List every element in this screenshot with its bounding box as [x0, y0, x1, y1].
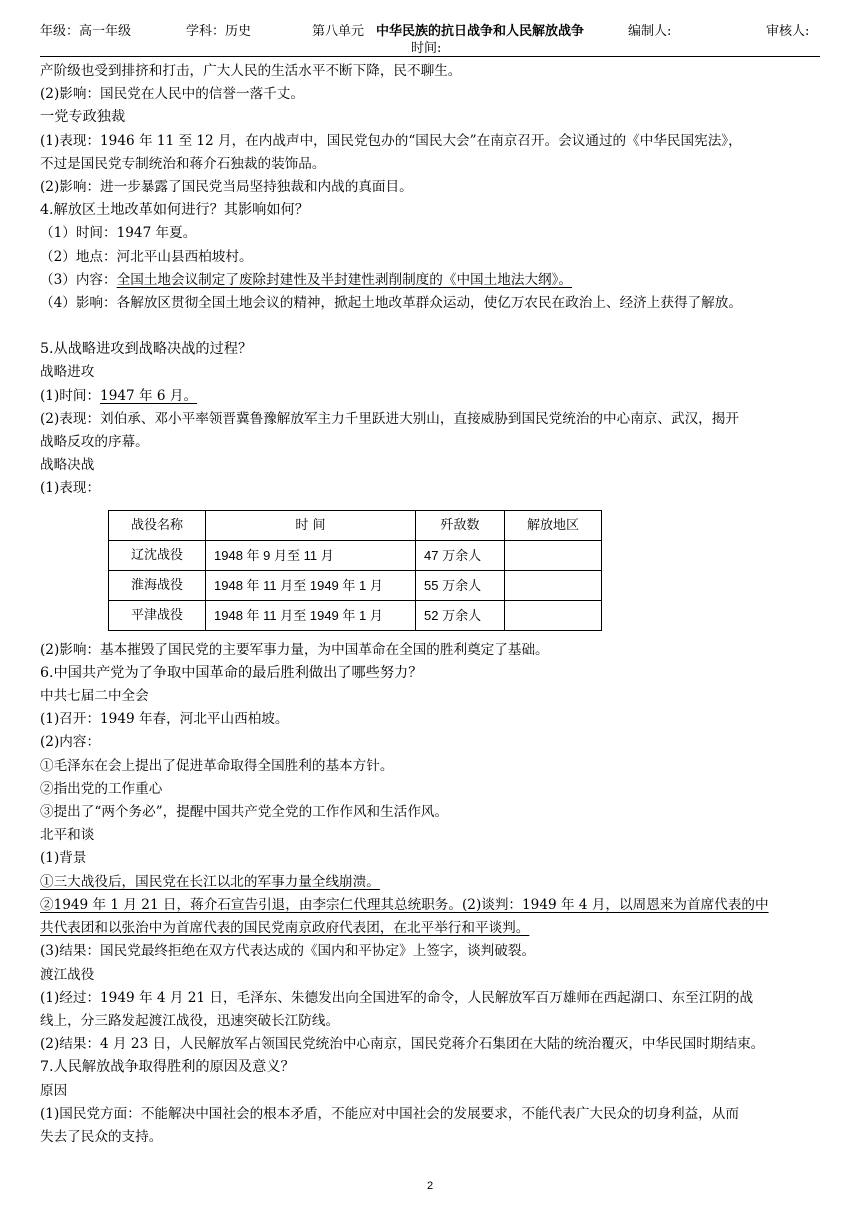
enemy-count-cell: 47 万余人 [416, 540, 505, 570]
text-line: (1)国民党方面：不能解决中国社会的根本矛盾，不能应对中国社会的发展要求，不能代表广大民众的切身利益，从而 [40, 1105, 739, 1122]
liberated-area-cell [505, 600, 602, 630]
table-header-cell: 战役名称 [109, 510, 206, 540]
battle-table [108, 510, 602, 631]
table-header-cell: 时 间 [206, 510, 416, 540]
text-line: (1)召开：1949 年春，河北平山西柏坡。 [40, 711, 289, 728]
table-header-cell: 歼敌数 [416, 510, 505, 540]
text-line: （2）地点：河北平山县西柏坡村。 [40, 248, 253, 265]
text-line: (2)影响：国民党在人民中的信誉一落千丈。 [40, 86, 304, 103]
document-body [40, 60, 820, 1149]
battle-name-cell: 淮海战役 [109, 570, 206, 600]
enemy-count-cell: 52 万余人 [416, 600, 505, 630]
text-line: 线上，分三路发起渡江战役，迅速突破长江防线。 [40, 1012, 340, 1029]
text-line: ②指出党的工作重心 [40, 780, 163, 797]
battle-name-cell: 平津战役 [109, 600, 206, 630]
text-line: （4）影响：各解放区贯彻全国土地会议的精神，掀起土地改革群众运动，使亿万农民在政治上、经济上获得了解放。 [40, 295, 742, 312]
subheading: 战略决战 [40, 457, 95, 474]
text-line: (2)影响：进一步暴露了国民党当局坚持独裁和内战的真面目。 [40, 179, 413, 196]
text-prefix: （3）内容： [40, 271, 117, 288]
liberated-area-cell [505, 570, 602, 600]
time-label: 时间: [411, 41, 442, 56]
text-line: (2)影响：基本摧毁了国民党的主要军事力量，为中国革命在全国的胜利奠定了基础。 [40, 641, 549, 658]
battle-name-cell: 辽沈战役 [109, 540, 206, 570]
text-line [40, 269, 820, 292]
text-line: （1）时间：1947 年夏。 [40, 225, 197, 242]
underlined-text: 1947 年 6 月。 [100, 387, 198, 404]
subheading: 一党专政独裁 [40, 109, 126, 126]
liberated-area-cell [505, 540, 602, 570]
text-line: (2)结果：4 月 23 日，人民解放军占领国民党统治中心南京，国民党蒋介石集团在大陆的统治覆灭，中华民国时期结束。 [40, 1036, 765, 1053]
header-divider [40, 56, 820, 57]
text-line: (1)表现：1946 年 11 至 12 月，在内战声中，国民党包办的“国民大会”在南京召开。会议通过的《中华民国宪法》， [40, 132, 742, 149]
page-number: 2 [426, 1180, 434, 1192]
unit-title: 中华民族的抗日战争和人民解放战争 [376, 24, 585, 39]
question-6-heading: 6.中国共产党为了争取中国革命的最后胜利做出了哪些努力？ [40, 664, 423, 681]
enemy-count-cell: 55 万余人 [416, 570, 505, 600]
text-line: (3)结果：国民党最终拒绝在双方代表达成的《国内和平协定》上签字，谈判破裂。 [40, 943, 536, 960]
text-line: (1)表现： [40, 480, 101, 497]
battle-time-cell: 1948 年 11 月至 1949 年 1 月 [206, 600, 416, 630]
subheading: 渡江战役 [40, 966, 95, 983]
text-line [40, 385, 820, 408]
battle-time-cell: 1948 年 9 月至 11 月 [206, 540, 416, 570]
text-line: 战略反攻的序幕。 [40, 434, 149, 451]
text-line: ①毛泽东在会上提出了促进革命取得全国胜利的基本方针。 [40, 757, 394, 774]
subheading: 原因 [40, 1082, 68, 1099]
battle-time-cell: 1948 年 11 月至 1949 年 1 月 [206, 570, 416, 600]
text-line: 产阶级也受到排挤和打击，广大人民的生活水平不断下降，民不聊生。 [40, 63, 462, 79]
table-header-row [109, 510, 602, 540]
table-row [109, 540, 602, 570]
table-header-cell: 解放地区 [505, 510, 602, 540]
text-line: 失去了民众的支持。 [40, 1128, 163, 1145]
text-line: ③提出了“两个务必”，提醒中国共产党全党的工作作风和生活作风。 [40, 804, 449, 821]
subject-label: 学科：历史 [186, 24, 252, 39]
underlined-text: 全国土地会议制定了废除封建性及半封建性剥削制度的《中国土地法大纲》。 [116, 271, 573, 288]
reviewer-label: 审核人: [766, 24, 810, 39]
underlined-text: 共代表团和以张治中为首席代表的国民党南京政府代表团，在北平举行和平谈判。 [40, 920, 530, 937]
text-prefix: (1)时间： [40, 387, 101, 404]
text-line: (1)背景 [40, 850, 87, 867]
question-5-heading: 5.从战略进攻到战略决战的过程？ [40, 341, 253, 358]
table-row [109, 600, 602, 630]
grade-label: 年级：高一年级 [40, 24, 132, 39]
underlined-text: ①三大战役后，国民党在长江以北的军事力量全线崩溃。 [40, 873, 380, 890]
spacer [40, 315, 820, 338]
subheading: 中共七届二中全会 [40, 688, 149, 705]
question-4-heading: 4.解放区土地改革如何进行？其影响如何？ [40, 202, 309, 219]
subheading: 北平和谈 [40, 827, 95, 844]
editor-label: 编制人: [628, 24, 672, 39]
unit-label: 第八单元 [312, 24, 365, 39]
text-line: (1)经过：1949 年 4 月 21 日，毛泽东、朱德发出向全国进军的命令，人民解放军百万雄师在西起湖口、东至江阴的战 [40, 989, 754, 1006]
table-row [109, 570, 602, 600]
text-line: (2)内容： [40, 734, 101, 751]
text-line: 不过是国民党专制统治和蒋介石独裁的装饰品。 [40, 155, 326, 172]
text-line: (2)表现：刘伯承、邓小平率领晋冀鲁豫解放军主力千里跃进大别山，直接威胁到国民党统治的中心南京、武汉，揭开 [40, 410, 739, 427]
underlined-text: ②1949 年 1 月 21 日，蒋介石宣告引退，由李宗仁代理其总统职务。(2)谈判：1949 年 4 月，以周恩来为首席代表的中 [40, 896, 769, 913]
question-7-heading: 7.人民解放战争取得胜利的原因及意义？ [40, 1059, 295, 1076]
page-header [0, 0, 860, 60]
subheading: 战略进攻 [40, 364, 95, 381]
